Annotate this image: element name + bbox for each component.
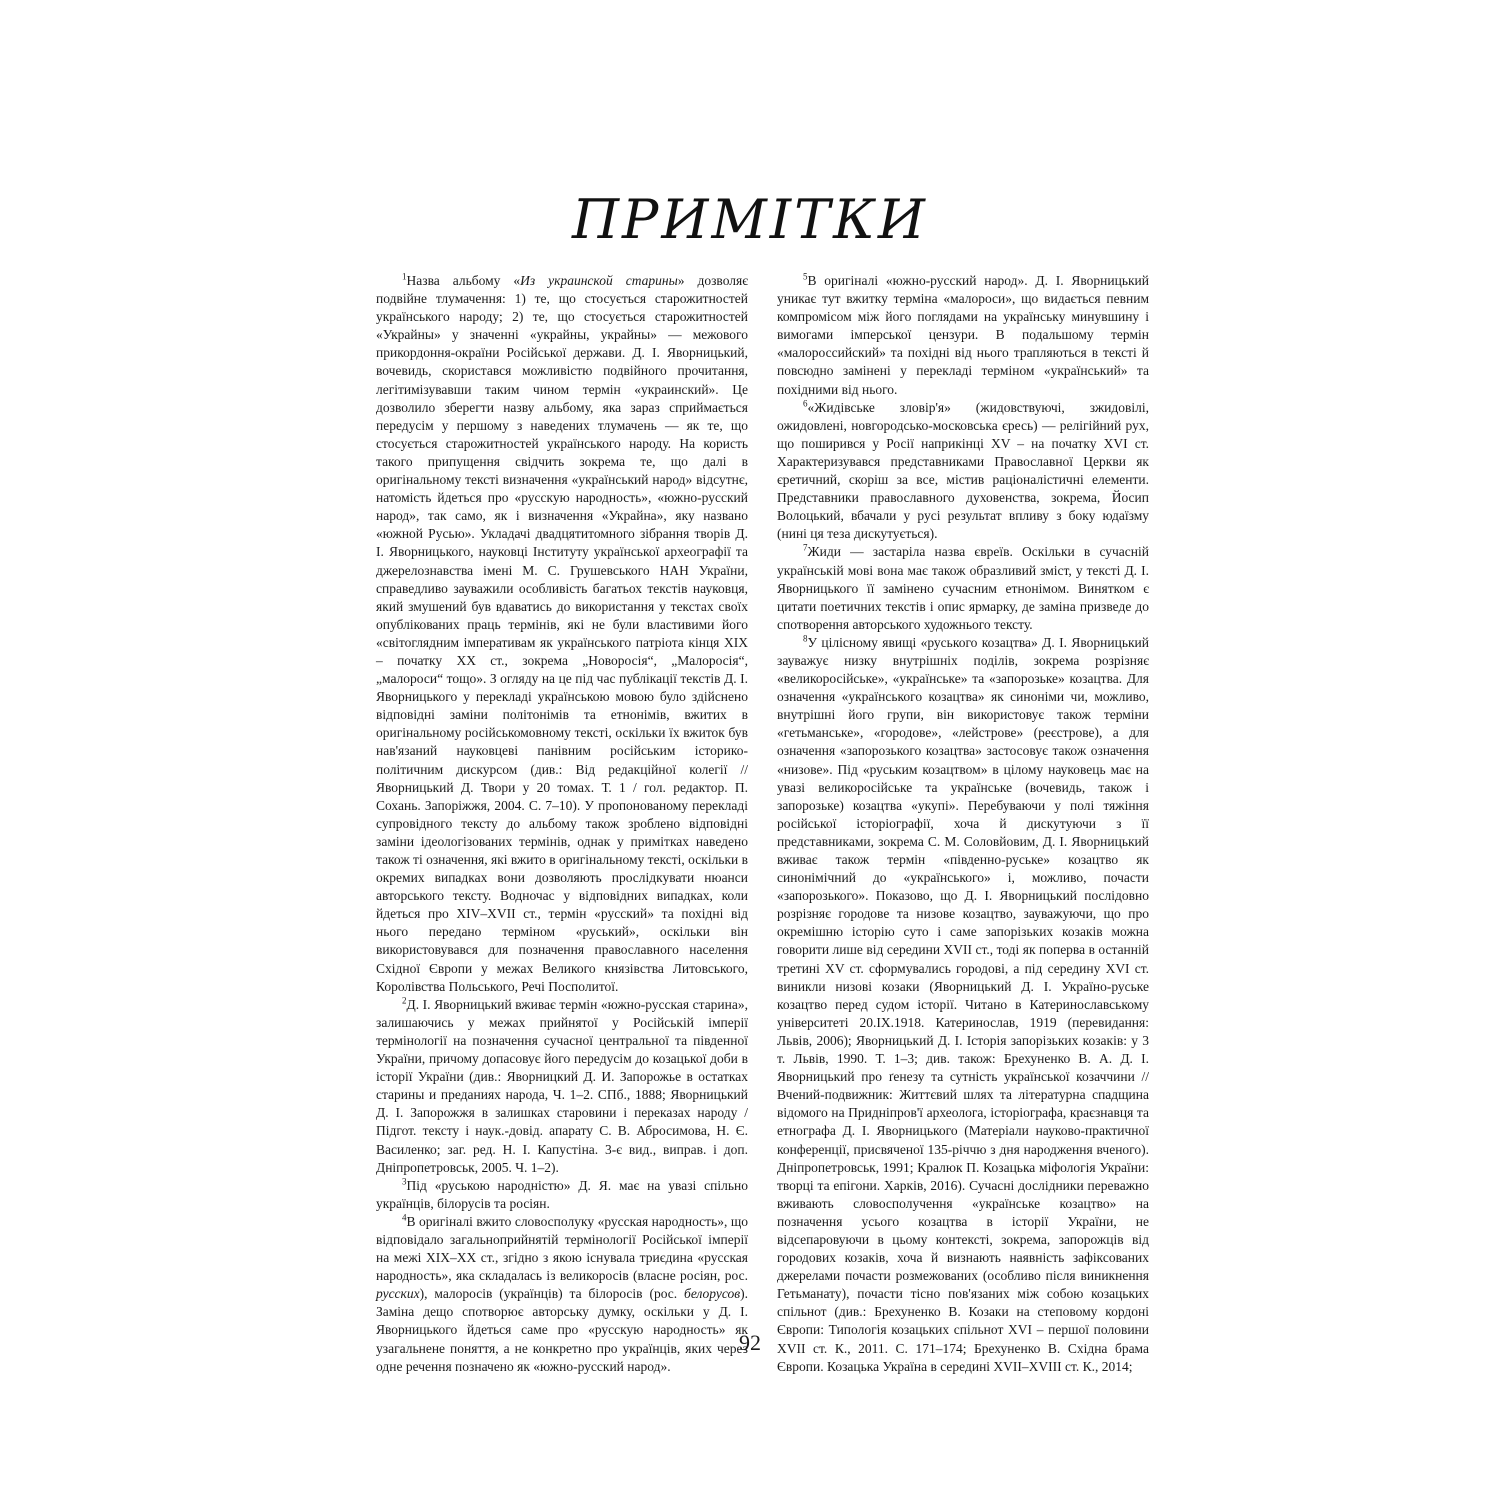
note-text: Під «руською народністю» Д. Я. має на увазі спільно українців, білорусів та росіян. [376, 1177, 748, 1211]
note-text: Назва альбому « [406, 273, 521, 288]
note-5 [777, 272, 1149, 399]
note-number: 5 [803, 271, 808, 282]
note-text: «Жидівське зловір'я» (жидовствуючі, зжидовілі, ожидовлені, новгородсько-московська єресь) — релігійний рух, що поширився у Росії наприкінці XV – на початку XVI ст. Характеризувався представниками Православної Церкви як єретичний, скоріш за все, містив раціоналістичні елементи. Представники православного духовенства, зокрема, Йосип Волоцький, вбачали у русі результат впливу з боку юдаїзму (нині ця теза дискутується). [777, 399, 1149, 542]
page-number: 92 [739, 1330, 761, 1355]
note-text: Д. І. Яворницький вживає термін «южно-русская старина», залишаючись у межах прийнятої у Російській імперії термінології на позначення сучасної центральної та південної України, причому допасовує його передусім до козацької доби в історії України (див.: Яворницкий Д. И. Запорожье в остатках старины и преданиях народа, Ч. 1–2. СПб., 1888; Яворницький Д. І. Запорожжя в залишках старовини і переказах народу / Підгот. тексту і наук.-довід. апарату С. В. Абросимова, Н. Є. Василенко; заг. ред. Н. І. Капустіна. 3-є вид., виправ. і доп. Дніпропетровськ, 2005. Ч. 1–2). [376, 996, 748, 1175]
note-text: В оригіналі вжито словосполуку «русская народность», що відповідало загальноприйнятій термінології Російської імперії на межі XIX–XX ст., згідно з якою існувала триєдина «русская народность», яка складалась із великоросів (власне росіян, рос. [376, 1213, 748, 1284]
note-text: В оригіналі «южно-русский народ». Д. І. Яворницький уникає тут вжитку терміна «малороси», що видається певним компромісом між його поглядами на українську минувшину і вимогами імперської цензури. В подальшому термін «малороссийский» та похідні від нього трапляються в тексті й повсюдно замінені у перекладі терміном «український» та похідними від нього. [777, 273, 1149, 397]
note-number: 2 [402, 995, 407, 1006]
notes-column-left [376, 272, 748, 1376]
note-6 [777, 399, 1149, 544]
note-text: ), малоросів (українців) та білоросів (рос. [419, 1286, 685, 1302]
note-3 [376, 1177, 748, 1213]
note-number: 1 [402, 271, 407, 282]
note-text: У цілісному явищі «руського козацтва» Д. І. Яворницький зауважує низку внутрішніх поділів, зокрема розрізняє «великоросійське», «українське» та «запорозьке» козацтва. Для означення «українського козацтва» як синоніми чи, можливо, внутрішні його групи, він використовує також терміни «гетьманське», «городове», «лейстрове» (реєстрове), а для означення «запорозького козацтва» застосовує також означення «низове». Під «руським козацтвом» в цілому науковець має на увазі великоросійське та українське (вочевидь, також і запорозьке) козацтва «укупі». Перебуваючи у полі тяжіння російської історіографії, хоча й дискутуючи з її представниками, зокрема С. М. Соловйовим, Д. І. Яворницький вживає також термін «південно-руське» козацтво як синонімічний до «українського» і, можливо, почасти «запорозького». Показово, що Д. І. Яворницький послідовно розрізняє городове та низове козацтво, зауважуючи, що про окремішню історію суто і саме запорізьких козаків можна говорити лише від середини XVII ст., тоді як поперва в останній третині XV ст. сформувались городові, а під середину XVI ст. виникли низові козаки (Яворницький Д. І. Україно-руське козацтво перед судом історії. Читано в Катеринославському університеті 20.IX.1918. Катеринослав, 1919 (перевидання: Львів, 2006); Яворницький Д. І. Історія запорізьких козаків: у 3 т. Львів, 1990. Т. 1–3; див. також: Брехуненко В. А. Д. І. Яворницький про ґенезу та сутність української козаччини // Вчений-подвижник: Життєвий шлях та літературна спадщина відомого на Придніпров'ї археолога, історіографа, краєзнавця та етнографа Д. І. Яворницького (Матеріали науково-практичної конференції, присвяченої 135-річчю з дня народження вченого). Дніпропетровськ, 1991; Кралюк П. Козацька міфологія України: творці та епігони. Харків, 2016). Сучасні дослідники переважно вживають словосполучення «українське козацтво» на позначення усього козацтва в історії України, не відсепаровуючи в цьому контексті, зокрема, запорожців від городових козаків, хоча й визнають наявність зафіксованих джерелами почасти розмежованих (особливо після виникнення Гетьманату), почасти тісно пов'язаних між собою козацьких спільнот (див.: Брехуненко В. Козаки на степовому кордоні Європи: Типологія козацьких спільнот XVI – першої половини XVII ст. К., 2011. С. 171–174; Брехуненко В. Східна брама Європи. Козацька Україна в середині XVII–XVIII ст. К., 2014; [777, 634, 1149, 1374]
note-7 [777, 543, 1149, 633]
album-title-italic: Из украинской старины [520, 273, 678, 288]
note-number: 3 [402, 1176, 407, 1187]
page-title: ПРИМІТКИ [571, 188, 929, 251]
notes-column-right [777, 272, 1149, 1376]
note-number: 6 [803, 398, 808, 409]
term-italic: белорусов [684, 1286, 741, 1302]
note-text: » дозволяє подвійне тлумачення: 1) те, що стосується старожитностей українського народу; 2) те, що стосується старожитностей «Украйны» у значенні «украйны, украйны» — межового прикордоння-окраїни Російської держави. Д. І. Яворницький, вочевидь, скористався можливістю подвійного прочитання, легітимізувавши таким чином термін «украинский». Це дозволило зберегти назву альбому, яка зараз сприймається передусім у першому з наведених тлумачень — як те, що стосується старожитностей українського народу. На користь такого припущення свідчить зокрема те, що далі в оригінальному тексті визначення «український народ» відсутнє, натомість йдеться про «русскую народность», «южно-русский народ», так само, як і визначення «Украйна», яку названо «южной Русью». Укладачі двадцятитомного зібрання творів Д. І. Яворницького, науковці Інституту української археографії та джерелознавства імені М. С. Грушевського НАН України, справедливо зауважили особливість багатьох текстів науковця, який змушений був вдаватись до використання у текстах своїх опублікованих праць термінів, які не були властивими його «світоглядним імперативам як українського патріота кінця XIX – початку XX ст., зокрема „Новоросія“, „Малоросія“, „малороси“ тощо». З огляду на це під час публікації текстів Д. І. Яворницького у перекладі українською мовою було здійснено відповідні заміни політонімів та етнонімів, вжитих в оригінальному російськомовному тексті, оскільки їх вжиток був нав'язаний науковцеві панівним російським історико-політичним дискурсом (див.: Від редакційної колегії // Яворницький Д. Твори у 20 томах. Т. 1 / гол. редактор. П. Сохань. Запоріжжя, 2004. С. 7–10). У пропонованому перекладі супровідного тексту до альбому також зроблено відповідні заміни ідеологізованих термінів, однак у примітках наведено також ті означення, які вжито в оригінальному тексті, оскільки в окремих випадках вони дозволяють прослідкувати нюанси авторського тексту. Водночас у відповідних випадках, коли йдеться про XIV–XVII ст., термін «русский» та похідні від нього передано терміном «руський», оскільки він використовувався для позначення православного населення Східної Європи у межах Великого князівства Литовського, Королівства Польського, Речі Посполитої. [376, 273, 749, 994]
note-number: 4 [402, 1212, 407, 1223]
note-text: ). Заміна дещо спотворює авторську думку, оскільки у Д. І. Яворницького йдеться саме про «русскую народность» як узагальнене поняття, а не конкретно про українців, яких через одне речення позначено як «южно-русский народ». [376, 1286, 748, 1374]
note-text: Жиди — застаріла назва євреїв. Оскільки в сучасній українській мові вона має також образливий зміст, у тексті Д. І. Яворницького її замінено сучасним етнонімом. Винятком є цитати поетичних текстів і опис ярмарку, де заміна призведе до спотворення авторського художнього тексту. [777, 544, 1149, 632]
note-1 [376, 272, 748, 996]
term-italic: русских [376, 1286, 420, 1302]
note-number: 8 [803, 633, 808, 644]
note-number: 7 [803, 542, 808, 553]
note-8 [777, 634, 1149, 1376]
note-2 [376, 996, 748, 1177]
